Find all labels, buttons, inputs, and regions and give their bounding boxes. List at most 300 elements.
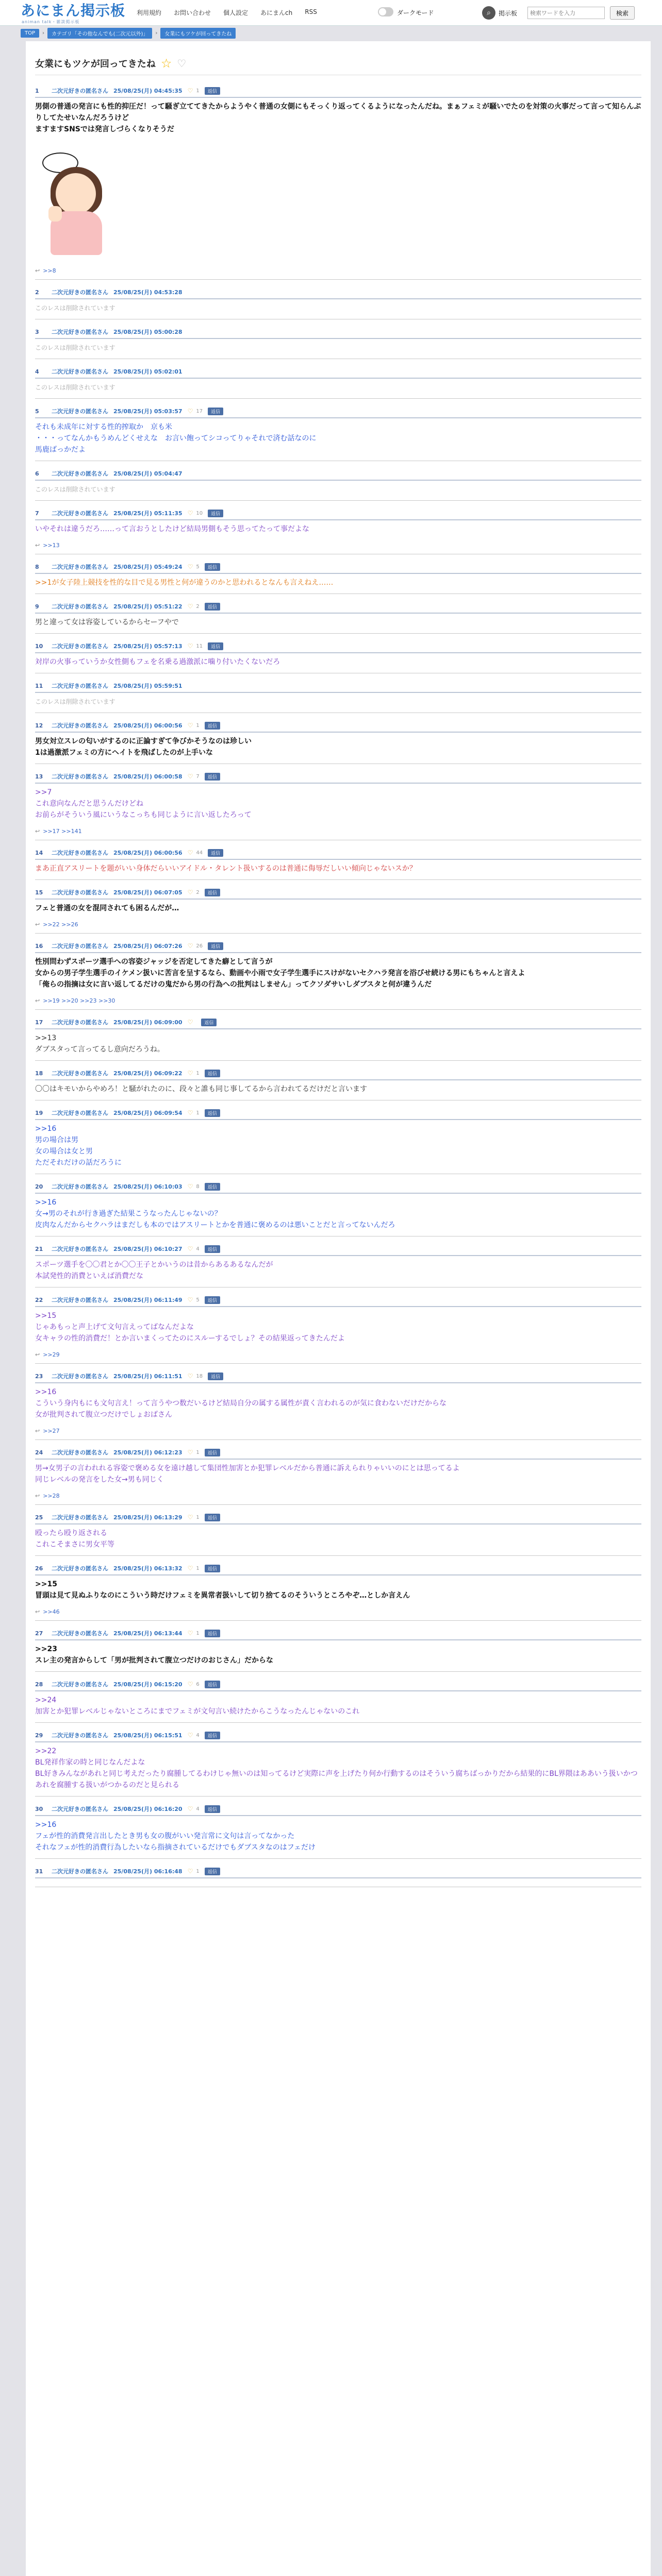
like-icon[interactable]: ♡ <box>187 1868 193 1875</box>
poster-name: 二次元好きの匿名さん <box>52 1373 108 1380</box>
like-count: 18 <box>196 1373 203 1379</box>
search-input[interactable] <box>527 7 605 19</box>
like-count: 4 <box>196 1732 200 1738</box>
post-time: 25/08/25(月) 04:53:28 <box>113 289 183 296</box>
post-number[interactable]: 11 <box>35 682 43 689</box>
post-meta <box>35 681 641 693</box>
post-body: 性別問わずスポーツ選手への容姿ジャッジを否定してきた癖として言うが 女からの男子学生選手のイケメン扱いに苦言を呈するなら、動画や小雨で女子学生選手にスけがないセクハラ発言を浴びせ続ける男にもちゃんと言えよ 「俺らの指摘は女に言い返してるだけの鬼だから男の行為への批判はしません」ってクソダサいしダブスタと何が違うんだ <box>35 958 525 989</box>
reply-button[interactable]: 返信 <box>205 1183 220 1191</box>
like-count: 1 <box>196 1868 200 1874</box>
post-meta <box>35 327 641 339</box>
post-body: 殴ったら殴り返される これこそまさに男女平等 <box>35 1529 114 1549</box>
poster-name: 二次元好きの匿名さん <box>52 88 108 94</box>
post-meta <box>35 287 641 299</box>
like-count: 1 <box>196 1630 200 1636</box>
poster-name: 二次元好きの匿名さん <box>52 1681 108 1688</box>
post-number[interactable]: 15 <box>35 889 43 896</box>
poster-name: 二次元好きの匿名さん <box>52 1110 108 1116</box>
like-icon[interactable]: ♡ <box>187 1109 193 1116</box>
post-meta <box>35 1512 641 1524</box>
reply-button[interactable]: 返信 <box>205 1109 220 1117</box>
response-links[interactable]: >>19 >>20 >>23 >>30 <box>43 997 115 1004</box>
reply-button[interactable]: 返信 <box>205 773 220 781</box>
post-time: 25/08/25(月) 05:02:01 <box>113 368 183 375</box>
post-time: 25/08/25(月) 06:11:51 <box>113 1373 183 1380</box>
post-time: 25/08/25(月) 05:03:57 <box>113 408 183 415</box>
post-number[interactable]: 19 <box>35 1109 43 1116</box>
post-meta <box>35 941 641 953</box>
post-body: >>1が女子陸上競技を性的な目で見る男性と何が違うのかと思われるとなんも言えねえ…… <box>35 579 334 587</box>
heart-icon[interactable]: ♡ <box>177 57 187 70</box>
post-responses[interactable] <box>35 997 641 1004</box>
like-icon[interactable]: ♡ <box>187 1732 193 1739</box>
dark-mode-label: ダークモード <box>397 9 434 16</box>
reply-button[interactable]: 返信 <box>205 1630 220 1637</box>
reply-button[interactable]: 返信 <box>205 722 220 730</box>
breadcrumb-thread[interactable]: 女業にもツケが回ってきたね <box>160 28 236 39</box>
reply-button[interactable]: 返信 <box>205 1681 220 1688</box>
post-body: このレスは削除されています <box>35 344 115 351</box>
post <box>35 1014 641 1061</box>
reply-button[interactable]: 返信 <box>205 603 220 611</box>
post-number[interactable]: 8 <box>35 563 39 570</box>
search-button[interactable]: 検索 <box>610 6 635 20</box>
reply-button[interactable]: 返信 <box>208 942 223 950</box>
post-body: いやそれは違うだろ……って言おうとしたけど結局男側もそう思ってたって事だよな <box>35 525 309 533</box>
post <box>35 1801 641 1859</box>
like-count: 1 <box>196 1110 200 1116</box>
post <box>35 363 641 399</box>
like-icon[interactable]: ♡ <box>187 1296 193 1303</box>
poster-name: 二次元好きの匿名さん <box>52 1183 108 1190</box>
like-icon[interactable]: ♡ <box>187 563 193 570</box>
post-time: 25/08/25(月) 06:13:32 <box>113 1565 183 1572</box>
like-icon[interactable]: ♡ <box>187 849 193 856</box>
post-meta <box>35 1866 641 1878</box>
search-box <box>482 5 652 21</box>
post-responses[interactable] <box>35 921 641 928</box>
post-number[interactable]: 30 <box>35 1805 43 1812</box>
post-body: >>15 じゃあもっと声上げて文句言えってばなんだよな 女キャラの性的消費だ！とか言いまくってたのにスルーするでしょ？その結果返ってきたんだよ <box>35 1312 345 1343</box>
reply-arrow-icon: ↩ <box>35 1493 40 1499</box>
post <box>35 1105 641 1174</box>
like-icon[interactable]: ♡ <box>187 1070 193 1077</box>
poster-name: 二次元好きの匿名さん <box>52 510 108 517</box>
reply-button[interactable]: 返信 <box>205 1296 220 1304</box>
post-meta <box>35 1563 641 1575</box>
post-body: 対岸の火事っていうか女性側もフェを名乗る過激派に噛り付いたくないだろ <box>35 658 280 666</box>
reply-arrow-icon: ↩ <box>35 1351 40 1358</box>
post-time: 25/08/25(月) 05:04:47 <box>113 470 183 477</box>
post-number[interactable]: 4 <box>35 368 39 375</box>
poster-name: 二次元好きの匿名さん <box>52 329 108 335</box>
like-icon[interactable]: ♡ <box>187 87 193 94</box>
post-time: 25/08/25(月) 05:11:35 <box>113 510 183 517</box>
poster-name: 二次元好きの匿名さん <box>52 408 108 415</box>
post-number[interactable]: 13 <box>35 773 43 780</box>
post-time: 25/08/25(月) 06:09:54 <box>113 1110 183 1116</box>
post-meta <box>35 601 641 614</box>
poster-name: 二次元好きの匿名さん <box>52 1019 108 1026</box>
like-icon[interactable]: ♡ <box>187 1514 193 1521</box>
post <box>35 1178 641 1236</box>
post-number[interactable]: 31 <box>35 1868 43 1875</box>
like-count: 6 <box>196 1681 200 1687</box>
favorite-star-icon[interactable]: ☆ <box>160 56 172 71</box>
post-body: このレスは削除されています <box>35 698 115 705</box>
post-time: 25/08/25(月) 05:57:13 <box>113 643 183 650</box>
post-time: 25/08/25(月) 05:49:24 <box>113 564 183 570</box>
like-icon[interactable]: ♡ <box>187 1245 193 1252</box>
post <box>35 1509 641 1556</box>
post <box>35 638 641 673</box>
post-meta <box>35 406 641 418</box>
post-number[interactable]: 9 <box>35 603 39 610</box>
response-links[interactable]: >>13 <box>43 542 60 549</box>
like-count: 4 <box>196 1246 200 1252</box>
like-icon[interactable]: ♡ <box>187 1681 193 1688</box>
post <box>35 1560 641 1621</box>
reply-arrow-icon: ↩ <box>35 1428 40 1434</box>
poster-name: 二次元好きの匿名さん <box>52 643 108 650</box>
post-time: 25/08/25(月) 06:15:51 <box>113 1732 183 1739</box>
post-body: フェと普通の女を混同されても困るんだが… <box>35 904 179 912</box>
post-body: まあ正直アスリートを題がいい身体だらいいアイドル・タレント扱いするのは普通に侮辱だしいい傾向じゃないスか？ <box>35 865 417 873</box>
like-count: 4 <box>196 1806 200 1812</box>
reply-arrow-icon: ↩ <box>35 997 40 1004</box>
reply-button[interactable]: 返信 <box>205 1449 220 1456</box>
response-links[interactable]: >>28 <box>43 1493 60 1499</box>
post <box>35 938 641 1010</box>
reply-button[interactable]: 返信 <box>205 1565 220 1572</box>
like-count: 5 <box>196 1297 200 1303</box>
nav-rss[interactable]: RSS <box>305 8 317 15</box>
post-number[interactable]: 16 <box>35 942 43 950</box>
post-meta <box>35 1679 641 1691</box>
post-responses[interactable] <box>35 828 641 835</box>
poster-name: 二次元好きの匿名さん <box>52 1732 108 1739</box>
post-meta <box>35 1371 641 1383</box>
post-meta <box>35 1447 641 1460</box>
reply-arrow-icon: ↩ <box>35 542 40 549</box>
response-links[interactable]: >>22 >>26 <box>43 921 78 928</box>
post-time: 25/08/25(月) 06:13:44 <box>113 1630 183 1637</box>
post <box>35 465 641 501</box>
post-number[interactable]: 25 <box>35 1514 43 1521</box>
post-illustration <box>35 149 112 260</box>
post-responses[interactable] <box>35 1493 641 1499</box>
like-icon[interactable]: ♡ <box>187 603 193 610</box>
post-responses[interactable] <box>35 542 641 549</box>
post-responses[interactable] <box>35 1351 641 1358</box>
post-list <box>35 82 641 1887</box>
post-number[interactable]: 14 <box>35 849 43 856</box>
poster-name: 二次元好きの匿名さん <box>52 564 108 570</box>
post <box>35 1676 641 1723</box>
post <box>35 717 641 764</box>
post-number[interactable]: 3 <box>35 328 39 335</box>
like-count: 1 <box>196 1070 200 1076</box>
like-icon[interactable]: ♡ <box>187 642 193 650</box>
post-number[interactable]: 20 <box>35 1183 43 1190</box>
post-responses[interactable] <box>35 1608 641 1615</box>
post-number[interactable]: 23 <box>35 1372 43 1380</box>
reply-button[interactable]: 返信 <box>208 510 223 517</box>
post-body: >>15 冒頭は見て見ぬふりなのにこういう時だけフェミを異常者扱いして切り捨てるのそういうところやぞ…としか言えん <box>35 1580 410 1600</box>
poster-name: 二次元好きの匿名さん <box>52 289 108 296</box>
post-time: 25/08/25(月) 05:59:51 <box>113 683 183 689</box>
poster-name: 二次元好きの匿名さん <box>52 470 108 477</box>
post <box>35 505 641 554</box>
post <box>35 1444 641 1505</box>
nav-contact[interactable]: お問い合わせ <box>174 9 211 16</box>
reply-button[interactable]: 返信 <box>205 889 220 896</box>
reply-button[interactable]: 返信 <box>205 1868 220 1875</box>
breadcrumb <box>0 26 662 40</box>
like-icon[interactable]: ♡ <box>187 1565 193 1572</box>
poster-name: 二次元好きの匿名さん <box>52 1806 108 1812</box>
post <box>35 284 641 319</box>
post-body: このレスは削除されています <box>35 486 115 493</box>
poster-name: 二次元好きの匿名さん <box>52 368 108 375</box>
thread-header <box>35 52 641 75</box>
post-number[interactable]: 21 <box>35 1245 43 1252</box>
post-body: 男女対立スレの匂いがするのに正論すぎて争びかそうなのは珍しい 1は過激派フェミの方にヘイトを飛ばしたのが上手いな <box>35 737 252 757</box>
post-body: 男と違って女は容姿しているからセーフやで <box>35 618 179 626</box>
poster-name: 二次元好きの匿名さん <box>52 722 108 729</box>
post <box>35 82 641 280</box>
reply-button[interactable]: 返信 <box>208 408 223 415</box>
like-icon[interactable]: ♡ <box>187 722 193 729</box>
post-body: 男→女男子の言われれる容姿で褒める女を遠け越して集団性加害とか犯罪レベルだから普通に訴えられりゃいいのにとは思ってるよ 同じレベルの発言をした女→男も同じく <box>35 1464 460 1484</box>
like-count: 7 <box>196 773 200 779</box>
post-number[interactable]: 18 <box>35 1070 43 1077</box>
like-count: 5 <box>196 564 200 570</box>
post-time: 25/08/25(月) 06:12:23 <box>113 1449 183 1456</box>
reply-button[interactable]: 返信 <box>205 1245 220 1253</box>
poster-name: 二次元好きの匿名さん <box>52 1070 108 1077</box>
post-time: 25/08/25(月) 06:16:48 <box>113 1868 183 1875</box>
post <box>35 677 641 713</box>
poster-name: 二次元好きの匿名さん <box>52 850 108 856</box>
poster-name: 二次元好きの匿名さん <box>52 1246 108 1252</box>
post-meta <box>35 1181 641 1194</box>
post-number[interactable]: 5 <box>35 408 39 415</box>
like-count: 2 <box>196 603 200 609</box>
post <box>35 558 641 594</box>
like-count: 44 <box>196 850 203 856</box>
post-time: 25/08/25(月) 06:11:49 <box>113 1297 183 1303</box>
post-number[interactable]: 2 <box>35 289 39 296</box>
poster-name: 二次元好きの匿名さん <box>52 1514 108 1521</box>
thread-container <box>26 41 651 2576</box>
post-number[interactable]: 7 <box>35 510 39 517</box>
post-body: >>16 男の場合は男 女の場合は女と男 ただそれだけの話だろうに <box>35 1125 122 1167</box>
post <box>35 768 641 840</box>
post-meta <box>35 1730 641 1742</box>
post-body: >>23 スレ主の発言からして「男が批判されて腹立つだけのおじさん」だからな <box>35 1645 273 1665</box>
reply-arrow-icon: ↩ <box>35 1608 40 1615</box>
post-time: 25/08/25(月) 06:00:56 <box>113 722 183 729</box>
post-number[interactable]: 1 <box>35 87 39 94</box>
like-icon[interactable]: ♡ <box>187 889 193 896</box>
like-count: 1 <box>196 722 200 728</box>
post <box>35 1863 641 1887</box>
post-meta <box>35 468 641 481</box>
post-time: 25/08/25(月) 06:10:27 <box>113 1246 183 1252</box>
post-number[interactable]: 26 <box>35 1565 43 1572</box>
like-icon[interactable]: ♡ <box>187 408 193 415</box>
post <box>35 884 641 934</box>
post-meta <box>35 1017 641 1029</box>
post-number[interactable]: 28 <box>35 1681 43 1688</box>
post <box>35 403 641 461</box>
post-number[interactable]: 12 <box>35 722 43 729</box>
like-icon[interactable]: ♡ <box>187 1183 193 1190</box>
dark-mode-toggle[interactable] <box>378 7 393 16</box>
response-links[interactable]: >>8 <box>43 267 56 274</box>
nav-terms[interactable]: 利用規約 <box>137 9 162 16</box>
post-time: 25/08/25(月) 06:15:20 <box>113 1681 183 1688</box>
like-icon[interactable]: ♡ <box>187 1449 193 1456</box>
post-body: >>16 フェが性的消費発言出したとき男も女の腹がいい発言常に文句は言ってなかった それなフェが性的消費行為したいなら指摘されているだけでもダブスタなのはフェだけ <box>35 1821 316 1852</box>
post-meta <box>35 641 641 653</box>
reply-button[interactable]: 返信 <box>205 563 220 571</box>
logo-subtitle: animan talk・雑談掲示板 <box>22 20 80 24</box>
post-body: >>16 女→男のそれが行き過ぎた結果こうなったんじゃないの？ 皮肉なんだからセクハラはまだしも本のではアスリートとかを普通に褒めるのは悪いことだと言ってないんだろ <box>35 1198 395 1229</box>
post-time: 25/08/25(月) 05:00:28 <box>113 329 183 335</box>
poster-name: 二次元好きの匿名さん <box>52 603 108 610</box>
breadcrumb-top[interactable]: TOP <box>21 29 39 38</box>
post-time: 25/08/25(月) 06:16:20 <box>113 1806 183 1812</box>
reply-arrow-icon: ↩ <box>35 267 40 274</box>
like-count: 1 <box>196 1449 200 1455</box>
like-icon[interactable]: ♡ <box>187 1805 193 1812</box>
like-icon[interactable]: ♡ <box>187 1630 193 1637</box>
response-links[interactable]: >>27 <box>43 1428 60 1434</box>
poster-name: 二次元好きの匿名さん <box>52 1297 108 1303</box>
post-number[interactable]: 22 <box>35 1296 43 1303</box>
post-body: スポーツ選手を〇〇君とか〇〇王子とかいうのは昔からあるあるなんだが 本試発性的消費といえば消費だな <box>35 1261 273 1280</box>
poster-name: 二次元好きの匿名さん <box>52 683 108 689</box>
like-count: 17 <box>196 408 203 414</box>
post-body: >>16 こういう身内もにも文句言え！って言うやつ数だいるけど結局自分の属する属性が責く言われるのが気に食わないだけだからな 女が批判されて腹立つだけでしょおばさん <box>35 1388 446 1419</box>
like-icon[interactable]: ♡ <box>187 942 193 950</box>
like-count: 8 <box>196 1183 200 1190</box>
reply-button[interactable]: 返信 <box>201 1019 217 1026</box>
post <box>35 1368 641 1440</box>
poster-name: 二次元好きの匿名さん <box>52 1868 108 1875</box>
poster-name: 二次元好きの匿名さん <box>52 773 108 780</box>
thread-title: 女業にもツケが回ってきたね <box>35 58 156 70</box>
post-meta <box>35 1068 641 1080</box>
post-body: >>13 ダブスタって言ってるし意向だろうね。 <box>35 1034 164 1054</box>
post-number[interactable]: 29 <box>35 1732 43 1739</box>
post-time: 25/08/25(月) 04:45:35 <box>113 88 183 94</box>
post <box>35 598 641 634</box>
post-meta <box>35 1804 641 1816</box>
reply-button[interactable]: 返信 <box>205 87 220 95</box>
post-number[interactable]: 10 <box>35 642 43 650</box>
site-logo[interactable] <box>21 2 129 24</box>
poster-name: 二次元好きの匿名さん <box>52 1630 108 1637</box>
poster-name: 二次元好きの匿名さん <box>52 943 108 950</box>
post-number[interactable]: 6 <box>35 470 39 477</box>
like-icon[interactable]: ♡ <box>187 1019 193 1026</box>
post-number[interactable]: 17 <box>35 1019 43 1026</box>
logo-text: あにまん掲示板 <box>21 2 126 19</box>
response-links[interactable]: >>46 <box>43 1608 60 1615</box>
post-time: 25/08/25(月) 06:00:56 <box>113 850 183 856</box>
post <box>35 1065 641 1100</box>
post-body: >>22 BL発祥作家の時と同じなんだよな BL好きみんながあれと同じ考えだったり腐腫してるわけじゃ無いのは知ってるけど実際に声を上げたり何か行動するのはそういう腐ちばっかりだから結果的にBL界隈はああいう扱いかつあれを腐腫する扱いがつかるのだと見られる <box>35 1747 638 1789</box>
reply-arrow-icon: ↩ <box>35 921 40 928</box>
reply-button[interactable]: 返信 <box>208 1372 223 1380</box>
like-count: 26 <box>196 943 203 949</box>
post-body: それも未成年に対する性的搾取か 京も米 ・・・ってなんかもうめんどくせえな お言い飽ってシコってりゃそれで済む話なのに 馬鹿ばっかだよ <box>35 423 317 454</box>
post-body: このレスは削除されています <box>35 384 115 391</box>
post-meta <box>35 366 641 379</box>
reply-button[interactable]: 返信 <box>205 1732 220 1739</box>
breadcrumb-category[interactable]: カテゴリ「その他なんでも(二次元以外)」 <box>47 28 152 39</box>
post-responses[interactable] <box>35 267 641 274</box>
post-time: 25/08/25(月) 06:13:29 <box>113 1514 183 1521</box>
post <box>35 844 641 880</box>
reply-button[interactable]: 返信 <box>205 1070 220 1077</box>
post-time: 25/08/25(月) 06:09:00 <box>113 1019 183 1026</box>
like-count: 1 <box>196 1565 200 1571</box>
search-icon: ⌕ <box>482 6 495 20</box>
like-icon[interactable]: ♡ <box>187 510 193 517</box>
post-responses[interactable] <box>35 1428 641 1434</box>
response-links[interactable]: >>29 <box>43 1351 60 1358</box>
reply-button[interactable]: 返信 <box>208 849 223 857</box>
reply-button[interactable]: 返信 <box>208 642 223 650</box>
post-time: 25/08/25(月) 05:51:22 <box>113 603 183 610</box>
like-count: 10 <box>196 510 203 516</box>
post-body: このレスは削除されています <box>35 304 115 312</box>
post-number[interactable]: 27 <box>35 1630 43 1637</box>
post-time: 25/08/25(月) 06:00:58 <box>113 773 183 780</box>
nav-settings[interactable]: 個人設定 <box>223 9 249 16</box>
poster-name: 二次元好きの匿名さん <box>52 889 108 896</box>
post-meta <box>35 86 641 98</box>
reply-button[interactable]: 返信 <box>205 1514 220 1521</box>
search-scope-select[interactable]: 掲示板 <box>499 9 518 17</box>
post-meta <box>35 508 641 520</box>
nav-animanch[interactable]: あにまんch <box>260 9 293 16</box>
like-icon[interactable]: ♡ <box>187 1372 193 1380</box>
like-count: 2 <box>196 889 200 895</box>
response-links[interactable]: >>17 >>141 <box>43 828 82 835</box>
post-meta <box>35 1628 641 1640</box>
post-time: 25/08/25(月) 06:07:05 <box>113 889 183 896</box>
post <box>35 1292 641 1364</box>
reply-arrow-icon: ↩ <box>35 828 40 835</box>
post-time: 25/08/25(月) 06:09:22 <box>113 1070 183 1077</box>
like-icon[interactable]: ♡ <box>187 773 193 780</box>
post-body: 男側の普通の発言にも性的抑圧だ！って騒ぎ立ててきたからようやく普通の女側にもそっくり返ってくるようになったんだね。まぁフェミが騒いでたのを対策の火事だって言って知らんぷりしてたせいなんだろうけど ますますSNSでは発言しづらくなりそうだ <box>35 103 641 133</box>
reply-button[interactable]: 返信 <box>205 1805 220 1813</box>
post <box>35 324 641 359</box>
post-time: 25/08/25(月) 06:07:26 <box>113 943 183 950</box>
post-number[interactable]: 24 <box>35 1449 43 1456</box>
poster-name: 二次元好きの匿名さん <box>52 1449 108 1456</box>
post-meta <box>35 720 641 733</box>
site-header <box>0 0 662 26</box>
like-count: 11 <box>196 643 203 649</box>
post-meta <box>35 887 641 900</box>
